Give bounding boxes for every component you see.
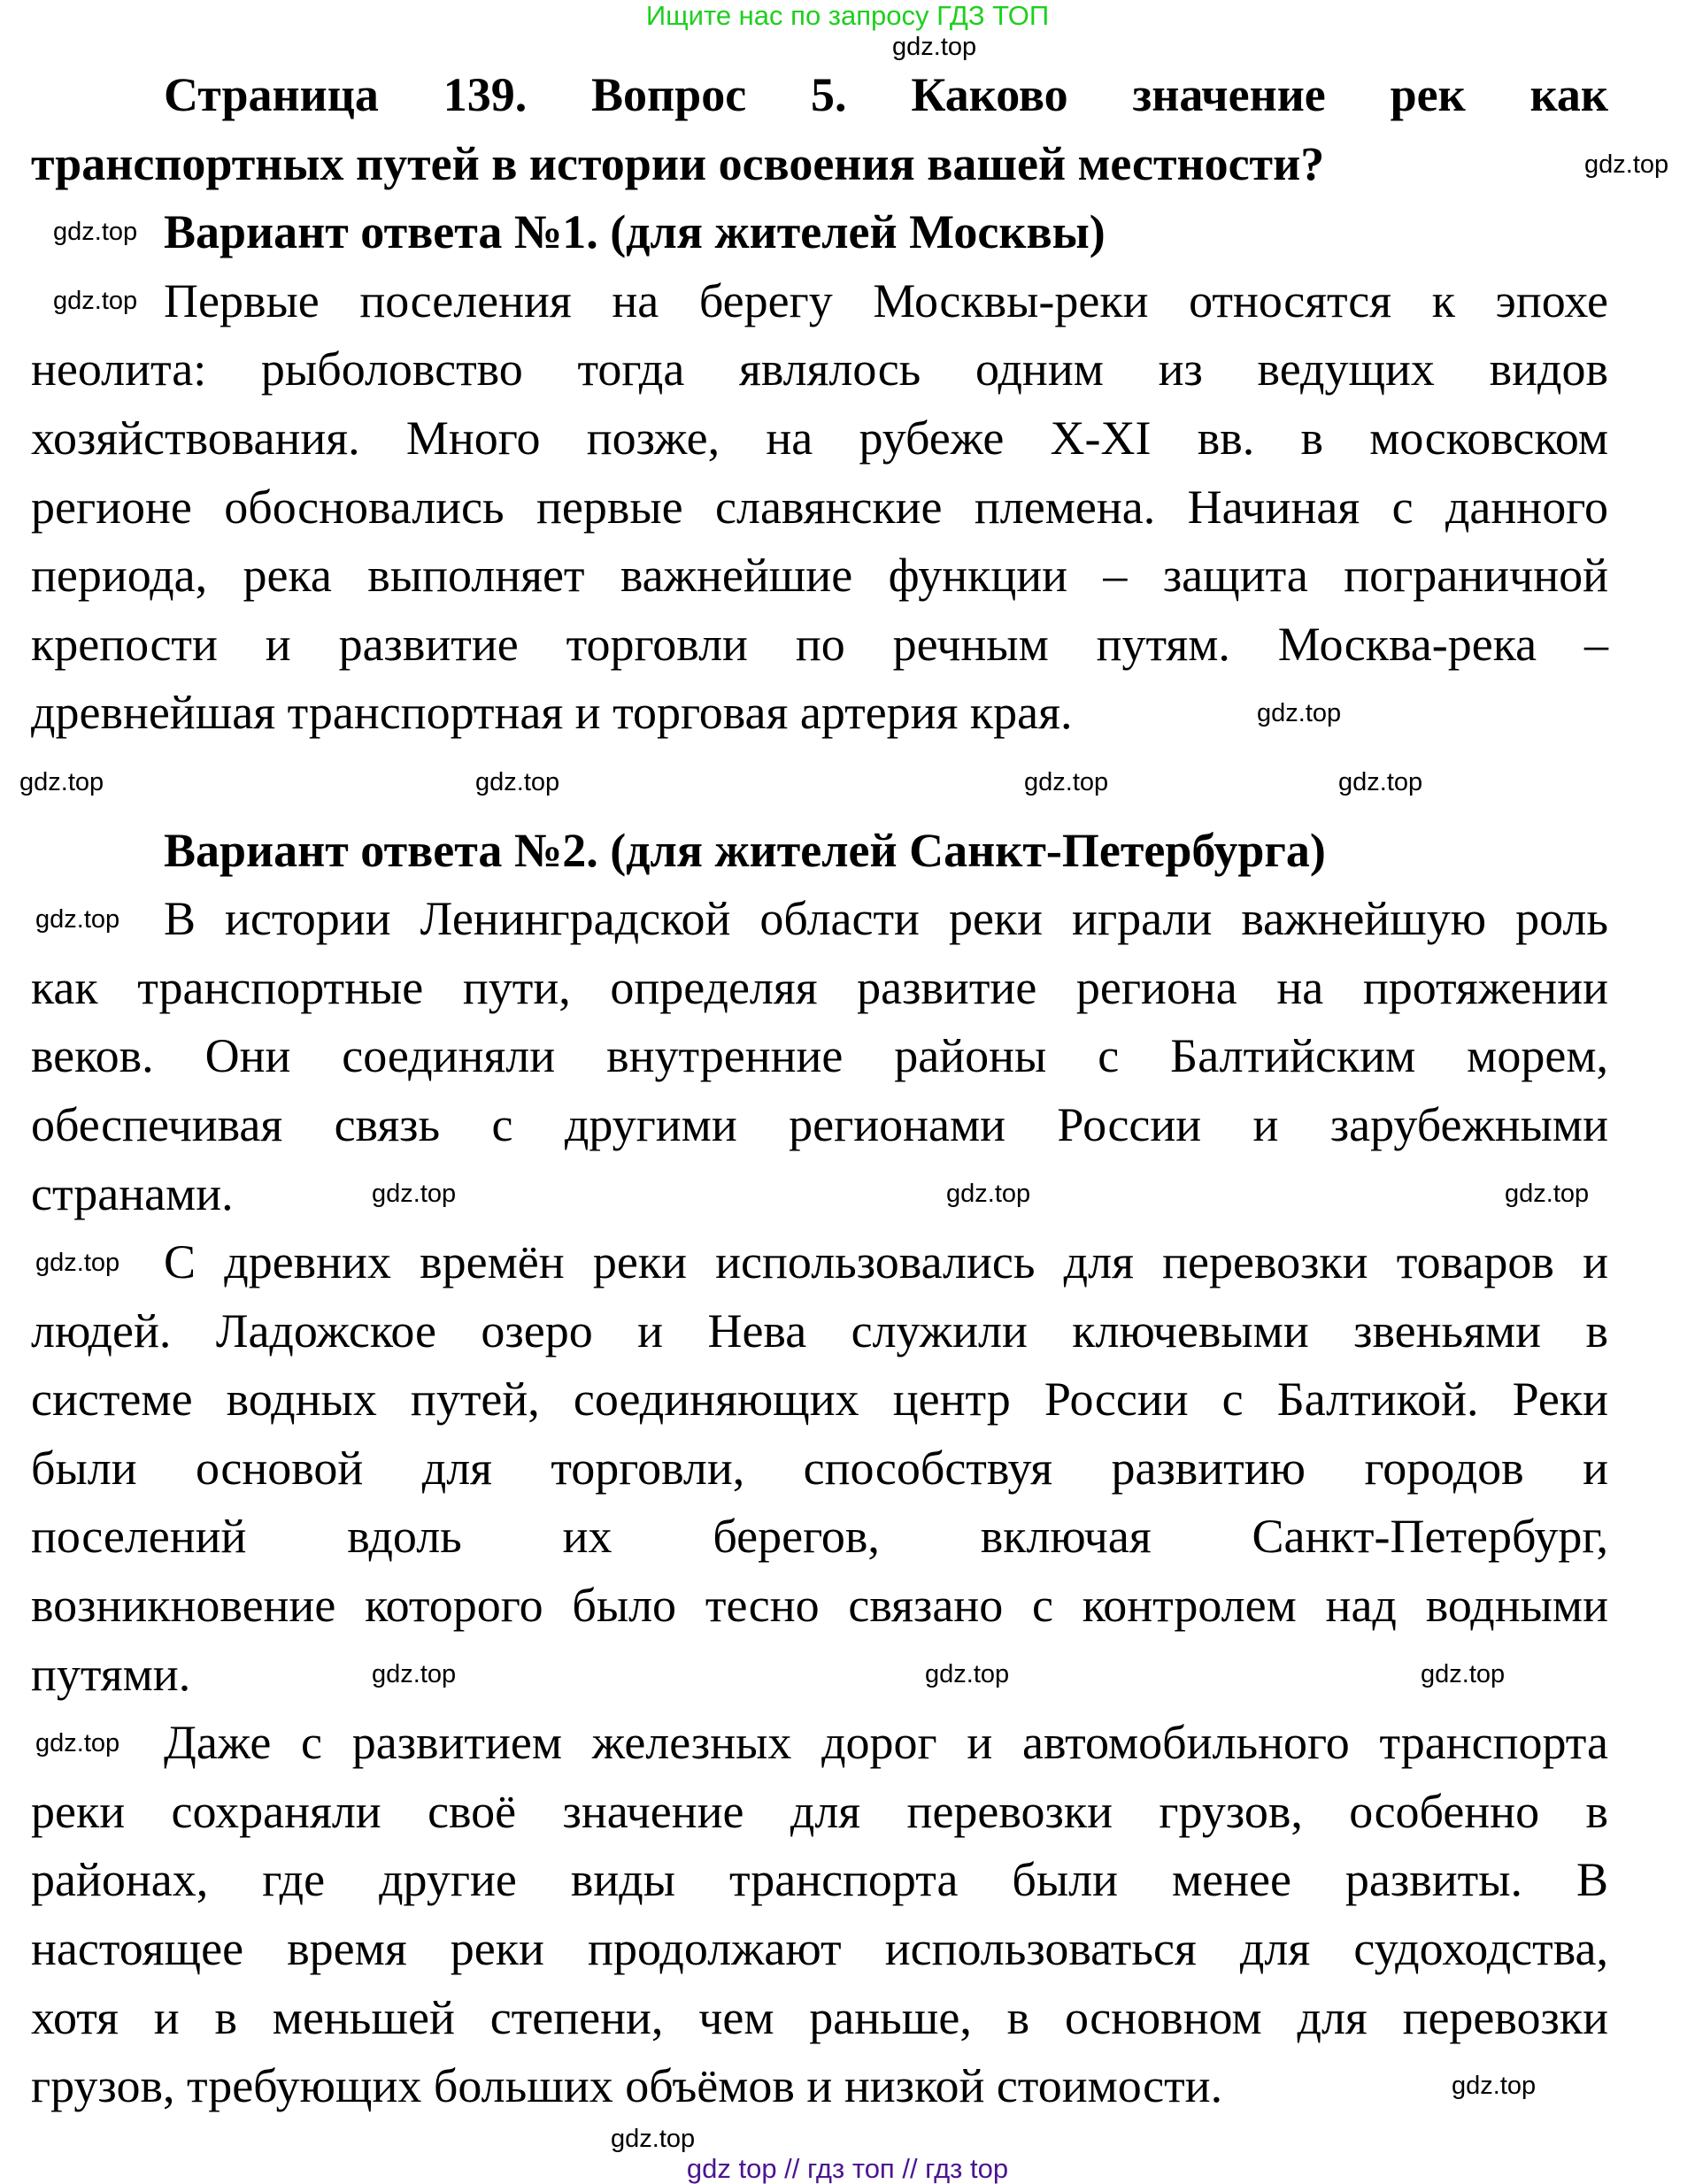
watermark: gdz.top xyxy=(925,1660,1010,1688)
watermark: gdz.top xyxy=(946,1180,1031,1208)
watermark: gdz.top xyxy=(35,905,120,934)
text-line: грузов, требующих больших объёмов и низкой стоимости. xyxy=(31,2059,1223,2113)
text-line: Даже с развитием железных дорог и автомобильного транспорта xyxy=(164,1716,1608,1770)
text-line: районах, где другие виды транспорта были менее развиты. В xyxy=(31,1853,1608,1907)
watermark: gdz.top xyxy=(53,218,138,246)
watermark: gdz.top xyxy=(1421,1660,1506,1688)
watermark: gdz.top xyxy=(1024,768,1109,796)
top-banner: Ищите нас по запросу ГДЗ ТОП xyxy=(645,0,1050,31)
text-line: регионе обосновались первые славянские племена. Начиная с данного xyxy=(31,480,1608,534)
text-line: древнейшая транспортная и торговая артерия края. xyxy=(31,686,1073,740)
text-line: Первые поселения на берегу Москвы-реки относятся к эпохе xyxy=(164,273,1608,327)
text-line: хотя и в меньшей степени, чем раньше, в основном для перевозки xyxy=(31,1990,1608,2044)
watermark: gdz.top xyxy=(1452,2072,1537,2100)
document-body xyxy=(31,61,1608,2121)
text-line: системе водных путей, соединяющих центр России с Балтикой. Реки xyxy=(31,1373,1608,1427)
watermark: gdz.top xyxy=(611,2125,696,2153)
text-line: веков. Они соединяли внутренние районы с Балтийским морем, xyxy=(31,1029,1608,1083)
watermark: gdz.top xyxy=(1584,150,1669,179)
text-line: В истории Ленинградской области реки играли важнейшую роль xyxy=(164,892,1608,946)
text-line: странами. xyxy=(31,1166,234,1220)
text-line: людей. Ладожское озеро и Нева служили ключевыми звеньями в xyxy=(31,1303,1608,1357)
text-line: настоящее время реки продолжают использоваться для судоходства, xyxy=(31,1922,1608,1976)
text-line: реки сохраняли своё значение для перевозки грузов, особенно в xyxy=(31,1784,1608,1838)
text-line: возникновение которого было тесно связано с контролем над водными xyxy=(31,1579,1608,1633)
watermark: gdz.top xyxy=(1257,699,1342,727)
text-line: неолита: рыболовство тогда являлось одним из ведущих видов xyxy=(31,342,1608,396)
text-line: С древних времён реки использовались для перевозки товаров и xyxy=(164,1235,1608,1289)
question-title-line: транспортных путей в истории освоения вашей местности? xyxy=(31,136,1325,190)
footer-links: gdz top // гдз топ // гдз top xyxy=(686,2153,1009,2184)
text-line: обеспечивая связь с другими регионами России и зарубежными xyxy=(31,1097,1608,1151)
watermark: gdz.top xyxy=(372,1660,457,1688)
watermark: gdz.top xyxy=(53,287,138,315)
watermark: gdz.top xyxy=(475,768,560,796)
variant1-heading: Вариант ответа №1. (для жителей Москвы) xyxy=(164,205,1106,259)
watermark: gdz.top xyxy=(892,33,977,61)
text-line: были основой для торговли, способствуя развитию городов и xyxy=(31,1441,1608,1495)
watermark: gdz.top xyxy=(35,1249,120,1277)
watermark: gdz.top xyxy=(1338,768,1423,796)
text-line: хозяйствования. Много позже, на рубеже X-XI вв. в московском xyxy=(31,411,1608,465)
text-line: поселений вдоль их берегов, включая Санкт-Петербург, xyxy=(31,1510,1608,1564)
variant2-heading: Вариант ответа №2. (для жителей Санкт-Петербурга) xyxy=(164,823,1326,877)
text-line: периода, река выполняет важнейшие функции – защита пограничной xyxy=(31,549,1608,603)
text-line: как транспортные пути, определяя развитие региона на протяжении xyxy=(31,960,1608,1014)
watermark: gdz.top xyxy=(35,1729,120,1757)
watermark: gdz.top xyxy=(1505,1180,1590,1208)
watermark: gdz.top xyxy=(372,1180,457,1208)
watermark: gdz.top xyxy=(19,768,104,796)
text-line: крепости и развитие торговли по речным путям. Москва-река – xyxy=(31,617,1608,671)
text-line: путями. xyxy=(31,1647,191,1701)
question-title-line: Страница 139. Вопрос 5. Каково значение рек как xyxy=(164,68,1608,121)
